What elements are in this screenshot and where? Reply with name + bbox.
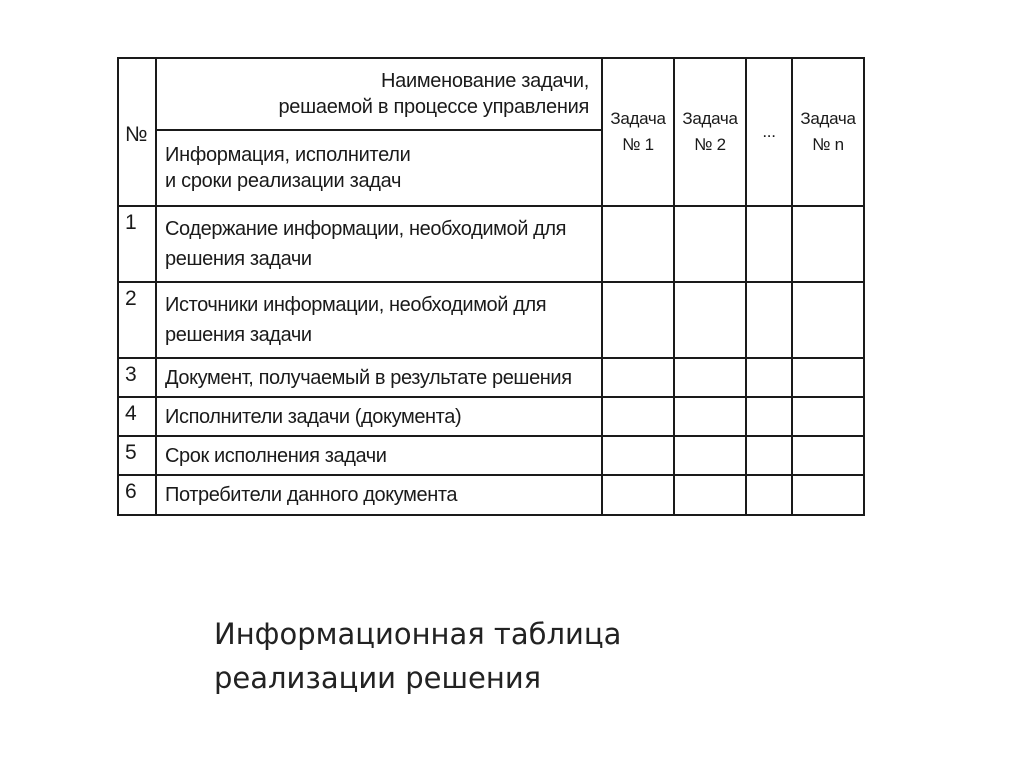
row-number: 3 (118, 358, 156, 397)
column-header-task-1-line-2: № 1 (622, 135, 654, 154)
table-cell (746, 206, 792, 282)
row-number: 1 (118, 206, 156, 282)
row-label-line: Исполнители задачи (документа) (165, 405, 462, 428)
task-name-header-line-2: решаемой в процессе управления (278, 96, 589, 118)
caption-line-1: Информационная таблица (214, 617, 622, 651)
column-header-task-n-line-2: № n (812, 135, 844, 154)
row-label-line: Содержание информации, необходимой для (165, 218, 567, 240)
table-cell (674, 206, 746, 282)
column-header-task-2-line-2: № 2 (694, 135, 726, 154)
row-label-line: решения задачи (165, 248, 312, 270)
table-cell (674, 436, 746, 475)
table-cell (746, 397, 792, 436)
column-header-task-n (792, 58, 864, 206)
info-header-line-1: Информация, исполнители (165, 144, 411, 166)
row-label-line: Срок исполнения задачи (165, 444, 387, 467)
task-name-header-line-1: Наименование задачи, (381, 70, 589, 92)
table-cell (602, 282, 674, 358)
table-cell (602, 206, 674, 282)
row-number: 2 (118, 282, 156, 358)
table-cell (746, 358, 792, 397)
table-cell (674, 475, 746, 515)
info-header-line-2: и сроки реализации задач (165, 170, 402, 192)
table-row (118, 282, 864, 358)
column-header-task-1-line-1: Задача (610, 109, 666, 128)
table-cell (746, 475, 792, 515)
row-label (156, 282, 602, 358)
column-header-task-2-line-1: Задача (682, 109, 738, 128)
table-cell (746, 436, 792, 475)
table-cell (792, 358, 864, 397)
table-row (118, 475, 864, 515)
row-label (156, 475, 602, 515)
table-cell (792, 206, 864, 282)
table-cell (792, 436, 864, 475)
table-row (118, 206, 864, 282)
table-cell (602, 436, 674, 475)
table-cell (674, 358, 746, 397)
row-label (156, 436, 602, 475)
table-row (118, 358, 864, 397)
caption-line-2: реализации решения (214, 661, 542, 695)
row-label-line: Документ, получаемый в результате решения (165, 366, 572, 389)
table-row (118, 397, 864, 436)
slide-caption (214, 612, 621, 700)
table-cell (746, 282, 792, 358)
task-name-header (156, 58, 602, 130)
information-table-container (117, 57, 863, 514)
row-number: 6 (118, 475, 156, 515)
table-cell (602, 397, 674, 436)
column-header-ellipsis-text: ... (762, 122, 776, 141)
table-cell (602, 358, 674, 397)
column-header-task-n-line-1: Задача (800, 109, 856, 128)
row-number: 5 (118, 436, 156, 475)
column-header-ellipsis (746, 58, 792, 206)
table-row (118, 436, 864, 475)
table-cell (674, 397, 746, 436)
row-label-line: решения задачи (165, 324, 312, 346)
table-cell (792, 282, 864, 358)
column-header-task-2 (674, 58, 746, 206)
row-label-line: Потребители данного документа (165, 484, 458, 506)
row-label-line: Источники информации, необходимой для (165, 294, 547, 316)
row-number: 4 (118, 397, 156, 436)
table-cell (792, 475, 864, 515)
table-cell (602, 475, 674, 515)
information-table (117, 57, 865, 516)
row-label (156, 358, 602, 397)
number-column-header: № (118, 58, 156, 206)
row-label (156, 206, 602, 282)
table-cell (674, 282, 746, 358)
table-cell (792, 397, 864, 436)
row-label (156, 397, 602, 436)
column-header-task-1 (602, 58, 674, 206)
info-header (156, 130, 602, 206)
